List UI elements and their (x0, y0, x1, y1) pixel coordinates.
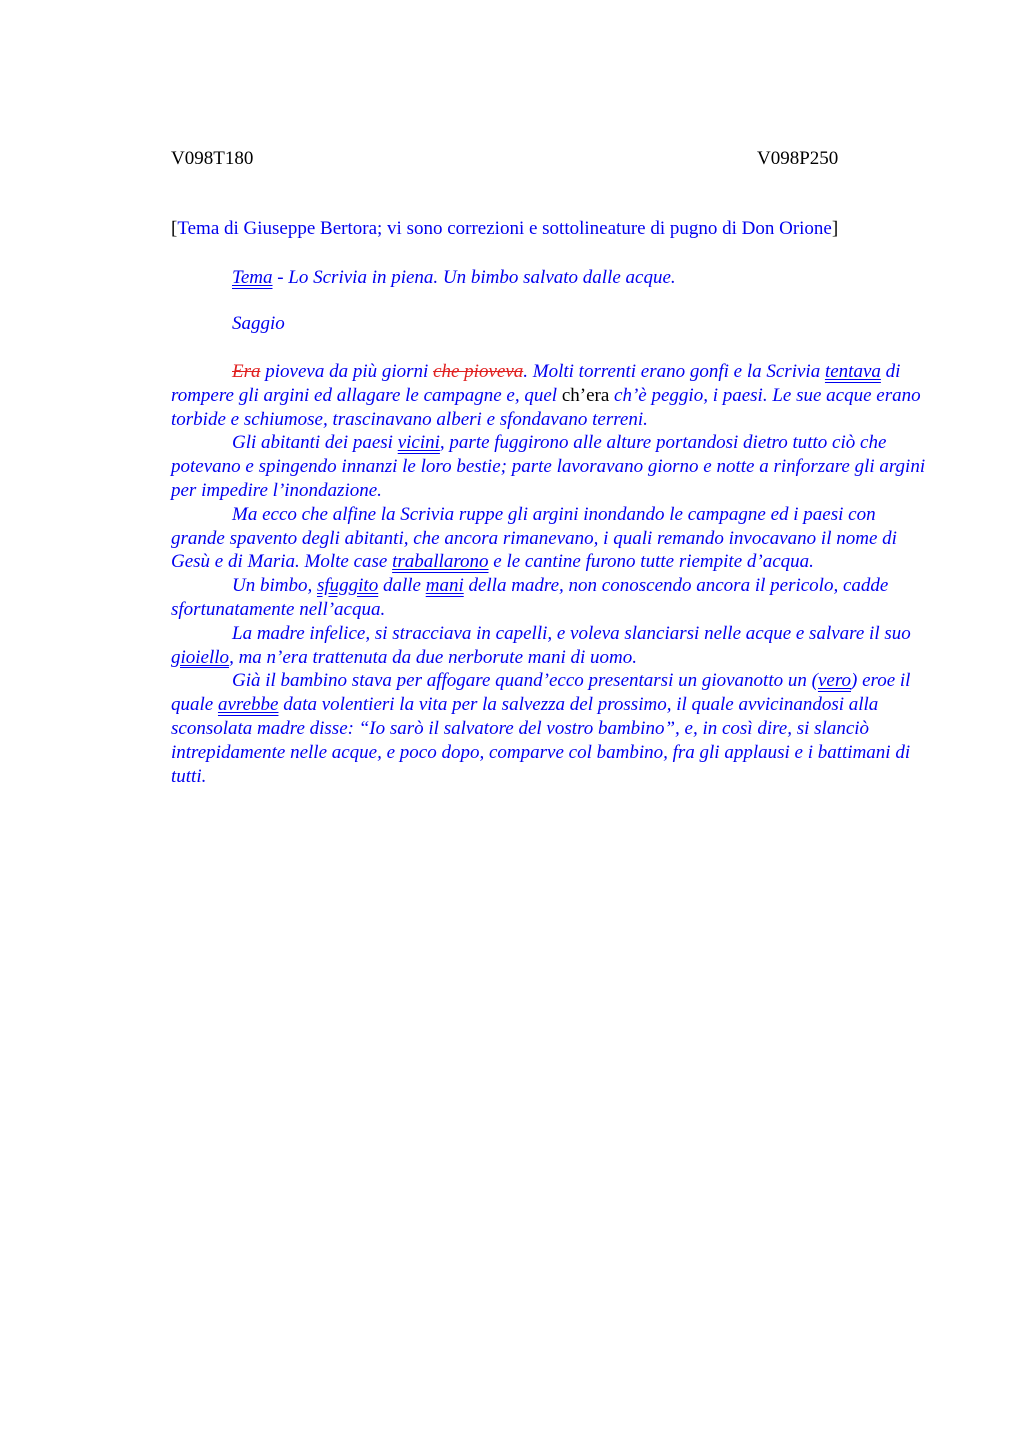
open-bracket: [ (171, 218, 178, 239)
text-run: , ma n’era trattenuta da due nerborute mani di uomo. (229, 646, 637, 668)
essay-title (171, 266, 989, 290)
document-code-left: V098T180 (171, 148, 254, 169)
struck-word: Era (232, 361, 261, 382)
editorial-note-text: Tema di Giuseppe Bertora; vi sono correzioni e sottolineature di pugno di Don Orione (177, 218, 832, 239)
title-keyword: Tema (232, 267, 273, 288)
text-run: dalle (378, 575, 426, 597)
underlined-word: mani (425, 575, 464, 597)
paragraph-4 (171, 574, 928, 622)
text-run: , parte fuggirono alle alture portandosi dietro tutto ciò che potevano e spingendo innanzi le loro bestie; parte lavoravano giorno e notte a rinforzare gli argini per impedire l’inondazione. (171, 432, 926, 501)
paragraph-5 (171, 622, 928, 670)
underlined-word: vicini (397, 432, 440, 454)
text-run: di rompere gli argini ed allagare le campagne e, quel (171, 361, 901, 406)
text-run: . Molti torrenti erano gonfi e la Scrivia (523, 361, 825, 382)
essay-label: Saggio (232, 313, 285, 334)
text-run: data volentieri la vita per la salvezza del prossimo, il quale avvicinandosi alla sconsolata madre disse: “Io sarò il salvatore del vostro bambino”, e, in così dire, si slanciò intrepidamente nelle acque, e poco dopo, comparve col bambino, fra gli applausi e i battimani di tutti. (171, 694, 911, 787)
text-run: Un bimbo, (232, 575, 317, 597)
underlined-word: avrebbe (217, 694, 279, 716)
close-bracket: ] (831, 218, 839, 239)
essay-body (171, 360, 928, 788)
underlined-word: traballarono (392, 551, 489, 573)
paragraph-1 (171, 360, 928, 431)
paragraph-3 (171, 503, 928, 574)
text-run: Ma ecco che alfine la Scrivia ruppe gli argini inondando le campagne ed i paesi con grande spavento degli abitanti, che ancora rimanevano, i quali remando invocavano il nome di Gesù e di Maria. Molte case (171, 503, 897, 573)
paragraph-6 (171, 669, 928, 788)
text-run: e le cantine furono tutte riempite d’acqua. (488, 551, 814, 573)
text-run: Gli abitanti dei paesi (232, 432, 398, 454)
struck-phrase: che pioveva (433, 361, 524, 382)
editorial-note (171, 217, 931, 241)
text-run: Già il bambino stava per affogare quand’ecco presentarsi un giovanotto un ( (232, 670, 818, 692)
text-run: La madre infelice, si stracciava in capelli, e voleva slanciarsi nelle acque e salvare il suo (232, 622, 911, 644)
paragraph-2 (171, 431, 928, 502)
underlined-word: tentava (824, 361, 881, 382)
correction-insert: ch’era (561, 384, 610, 406)
title-text: - Lo Scrivia in piena. Un bimbo salvato dalle acque. (272, 267, 676, 288)
underlined-word: sfuggito (316, 575, 379, 597)
underlined-word: gioiello (171, 646, 230, 668)
underlined-word: vero (817, 670, 852, 692)
text-run: della madre, non conoscendo ancora il pericolo, cadde sfortunatamente nell’acqua. (171, 575, 889, 620)
text-run: ) eroe il quale (171, 670, 911, 716)
text-run: pioveva da più giorni (260, 361, 434, 382)
text-run: ch’è peggio, i paesi. Le sue acque erano torbide e schiumose, trascinavano alberi e sfondavano terreni. (171, 384, 921, 430)
document-code-right: V098P250 (757, 148, 839, 169)
